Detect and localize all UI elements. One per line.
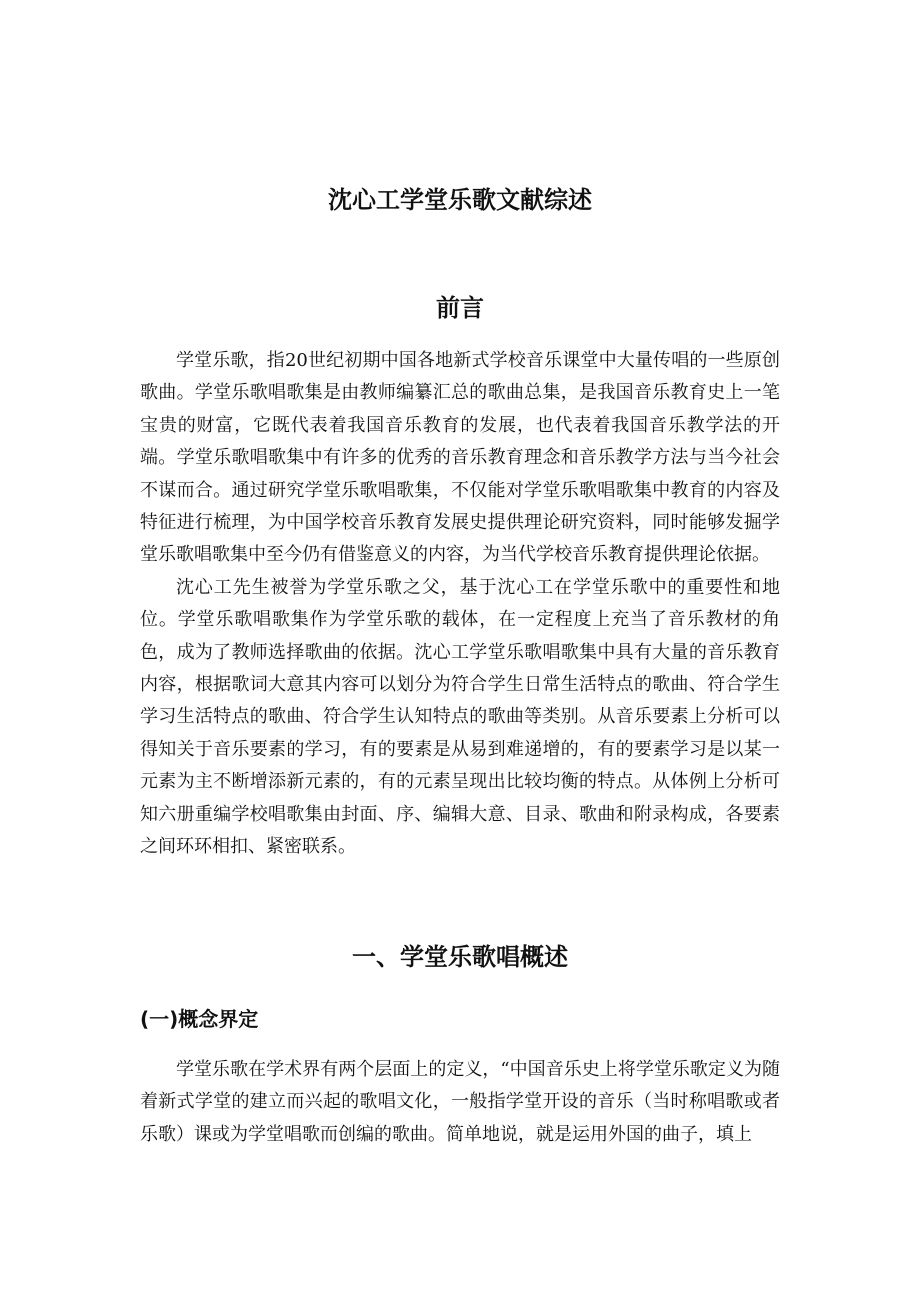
preface-heading: 前言	[436, 294, 484, 322]
section-1-heading: 一、学堂乐歌唱概述	[352, 943, 568, 971]
document-title: 沈心工学堂乐歌文献综述	[328, 186, 592, 214]
preface-paragraph-2: 沈心工先生被誉为学堂乐歌之父，基于沈心工在学堂乐歌中的重要性和地位。学堂乐歌唱歌集作为学堂乐歌的载体，在一定程度上充当了音乐教材的角色，成为了教师选择歌曲的依据。沈心工学堂乐歌唱歌集中具有大量的音乐教育内容，根据歌词大意其内容可以划分为符合学生日常生活特点的歌曲、符合学生学习生活特点的歌曲、符合学生认知特点的歌曲等类别。从音乐要素上分析可以得知关于音乐要素的学习，有的要素是从易到难递增的，有的要素学习是以某一元素为主不断增添新元素的，有的元素呈现出比较均衡的特点。从体例上分析可知六册重编学校唱歌集由封面、序、编辑大意、目录、歌曲和附录构成，各要素之间环环相扣、紧密联系。	[140, 576, 780, 858]
preface-body	[140, 345, 780, 864]
subsection-1-heading: (一)概念界定	[140, 1007, 259, 1031]
preface-paragraph-1: 学堂乐歌，指20世纪初期中国各地新式学校音乐课堂中大量传唱的一些原创歌曲。学堂乐歌唱歌集是由教师编纂汇总的歌曲总集，是我国音乐教育史上一笔宝贵的财富，它既代表着我国音乐教育的发展，也代表着我国音乐教学法的开端。学堂乐歌唱歌集中有许多的优秀的音乐教育理念和音乐教学方法与当今社会不谋而合。通过研究学堂乐歌唱歌集，不仅能对学堂乐歌唱歌集中教育的内容及特征进行梳理，为中国学校音乐教育发展史提供理论研究资料，同时能够发掘学堂乐歌唱歌集中至今仍有借鉴意义的内容，为当代学校音乐教育提供理论依据。	[140, 350, 780, 566]
subsection-1-paragraph-1: 学堂乐歌在学术界有两个层面上的定义，“中国音乐史上将学堂乐歌定义为随着新式学堂的建立而兴起的歌唱文化，一般指学堂开设的音乐（当时称唱歌或者乐歌）课或为学堂唱歌而创编的歌曲。简单地说，就是运用外国的曲子，填上	[140, 1059, 780, 1145]
subsection-1-body	[140, 1054, 780, 1151]
